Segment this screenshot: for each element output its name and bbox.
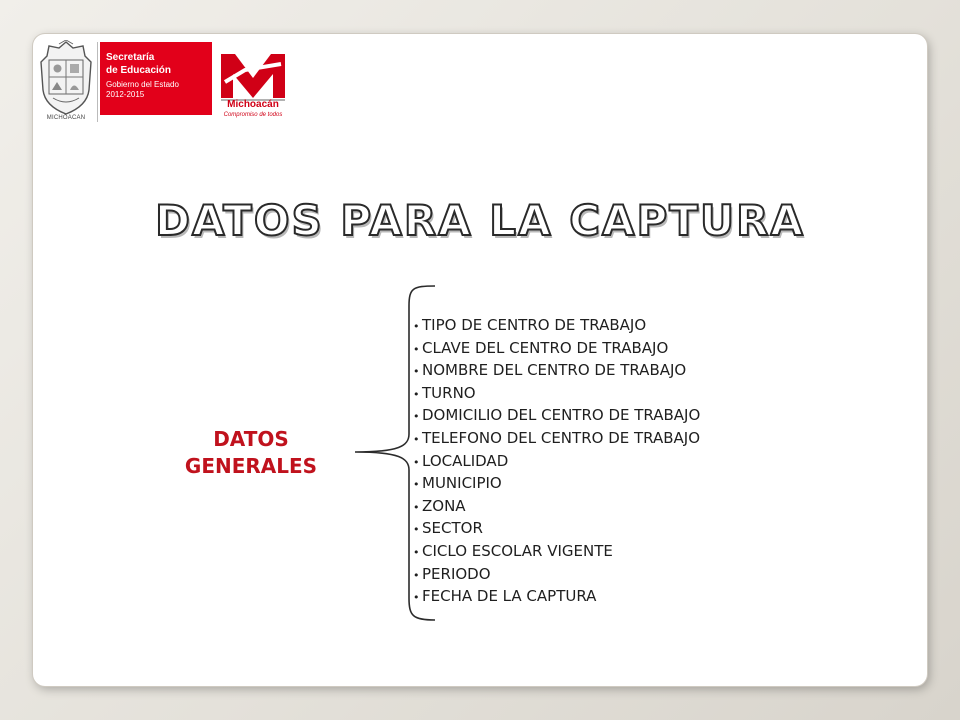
list-item bbox=[413, 540, 700, 563]
secretaria-line3: Gobierno del Estado bbox=[106, 80, 179, 89]
group-label-line1: DATOS bbox=[213, 427, 289, 451]
list-item bbox=[413, 495, 700, 518]
list-item bbox=[413, 563, 700, 586]
list-item bbox=[413, 517, 700, 540]
list-item-text: CICLO ESCOLAR VIGENTE bbox=[422, 541, 613, 560]
bullet-icon: • bbox=[413, 523, 420, 537]
list-item bbox=[413, 427, 700, 450]
list-item bbox=[413, 585, 700, 608]
list-item-text: DOMICILIO DEL CENTRO DE TRABAJO bbox=[422, 406, 701, 425]
list-item bbox=[413, 359, 700, 382]
list-item bbox=[413, 404, 700, 427]
group-label bbox=[157, 426, 345, 480]
list-item bbox=[413, 314, 700, 337]
list-item-text: ZONA bbox=[422, 496, 466, 515]
seal-caption: MICHOACAN bbox=[46, 115, 86, 121]
bullet-icon: • bbox=[413, 455, 420, 469]
bullet-icon: • bbox=[413, 568, 420, 582]
bullet-icon: • bbox=[413, 478, 420, 492]
secretaria-line1: Secretaría bbox=[106, 52, 155, 63]
slide-title: DATOS PARA LA CAPTURA bbox=[155, 196, 805, 245]
secretaria-educacion-logo bbox=[100, 42, 212, 115]
bullet-icon: • bbox=[413, 432, 420, 446]
list-item-text: SECTOR bbox=[422, 519, 483, 538]
slide bbox=[33, 34, 927, 686]
bullet-icon: • bbox=[413, 545, 420, 559]
data-fields-list bbox=[413, 314, 700, 608]
bullet-icon: • bbox=[413, 342, 420, 356]
bullet-icon: • bbox=[413, 410, 420, 424]
secretaria-line4: 2012-2015 bbox=[106, 90, 145, 99]
michoacan-name: Michoacán bbox=[227, 99, 279, 110]
bullet-icon: • bbox=[413, 500, 420, 514]
state-seal-icon bbox=[39, 40, 93, 116]
bullet-icon: • bbox=[413, 320, 420, 333]
bullet-icon: • bbox=[413, 387, 420, 401]
list-item bbox=[413, 450, 700, 473]
list-item-text: MUNICIPIO bbox=[422, 474, 502, 493]
group-label-line2: GENERALES bbox=[184, 454, 318, 478]
list-item-text: FECHA DE LA CAPTURA bbox=[422, 587, 597, 606]
list-item bbox=[413, 337, 700, 360]
list-item-text: CLAVE DEL CENTRO DE TRABAJO bbox=[422, 338, 669, 357]
logo-separator bbox=[97, 42, 98, 122]
bullet-icon: • bbox=[413, 591, 420, 605]
secretaria-line2: de Educación bbox=[106, 65, 172, 76]
list-item bbox=[413, 472, 700, 495]
list-item-text: TIPO DE CENTRO DE TRABAJO bbox=[422, 316, 647, 334]
list-item bbox=[413, 382, 700, 405]
michoacan-tagline: Compromiso de todos bbox=[223, 112, 283, 118]
header-logos bbox=[33, 34, 927, 134]
list-item-text: TURNO bbox=[422, 383, 476, 402]
list-item-text: NOMBRE DEL CENTRO DE TRABAJO bbox=[422, 361, 687, 380]
list-item-text: TELEFONO DEL CENTRO DE TRABAJO bbox=[422, 428, 701, 447]
list-item-text: PERIODO bbox=[422, 564, 491, 583]
bullet-icon: • bbox=[413, 365, 420, 379]
list-item-text: LOCALIDAD bbox=[422, 451, 509, 470]
